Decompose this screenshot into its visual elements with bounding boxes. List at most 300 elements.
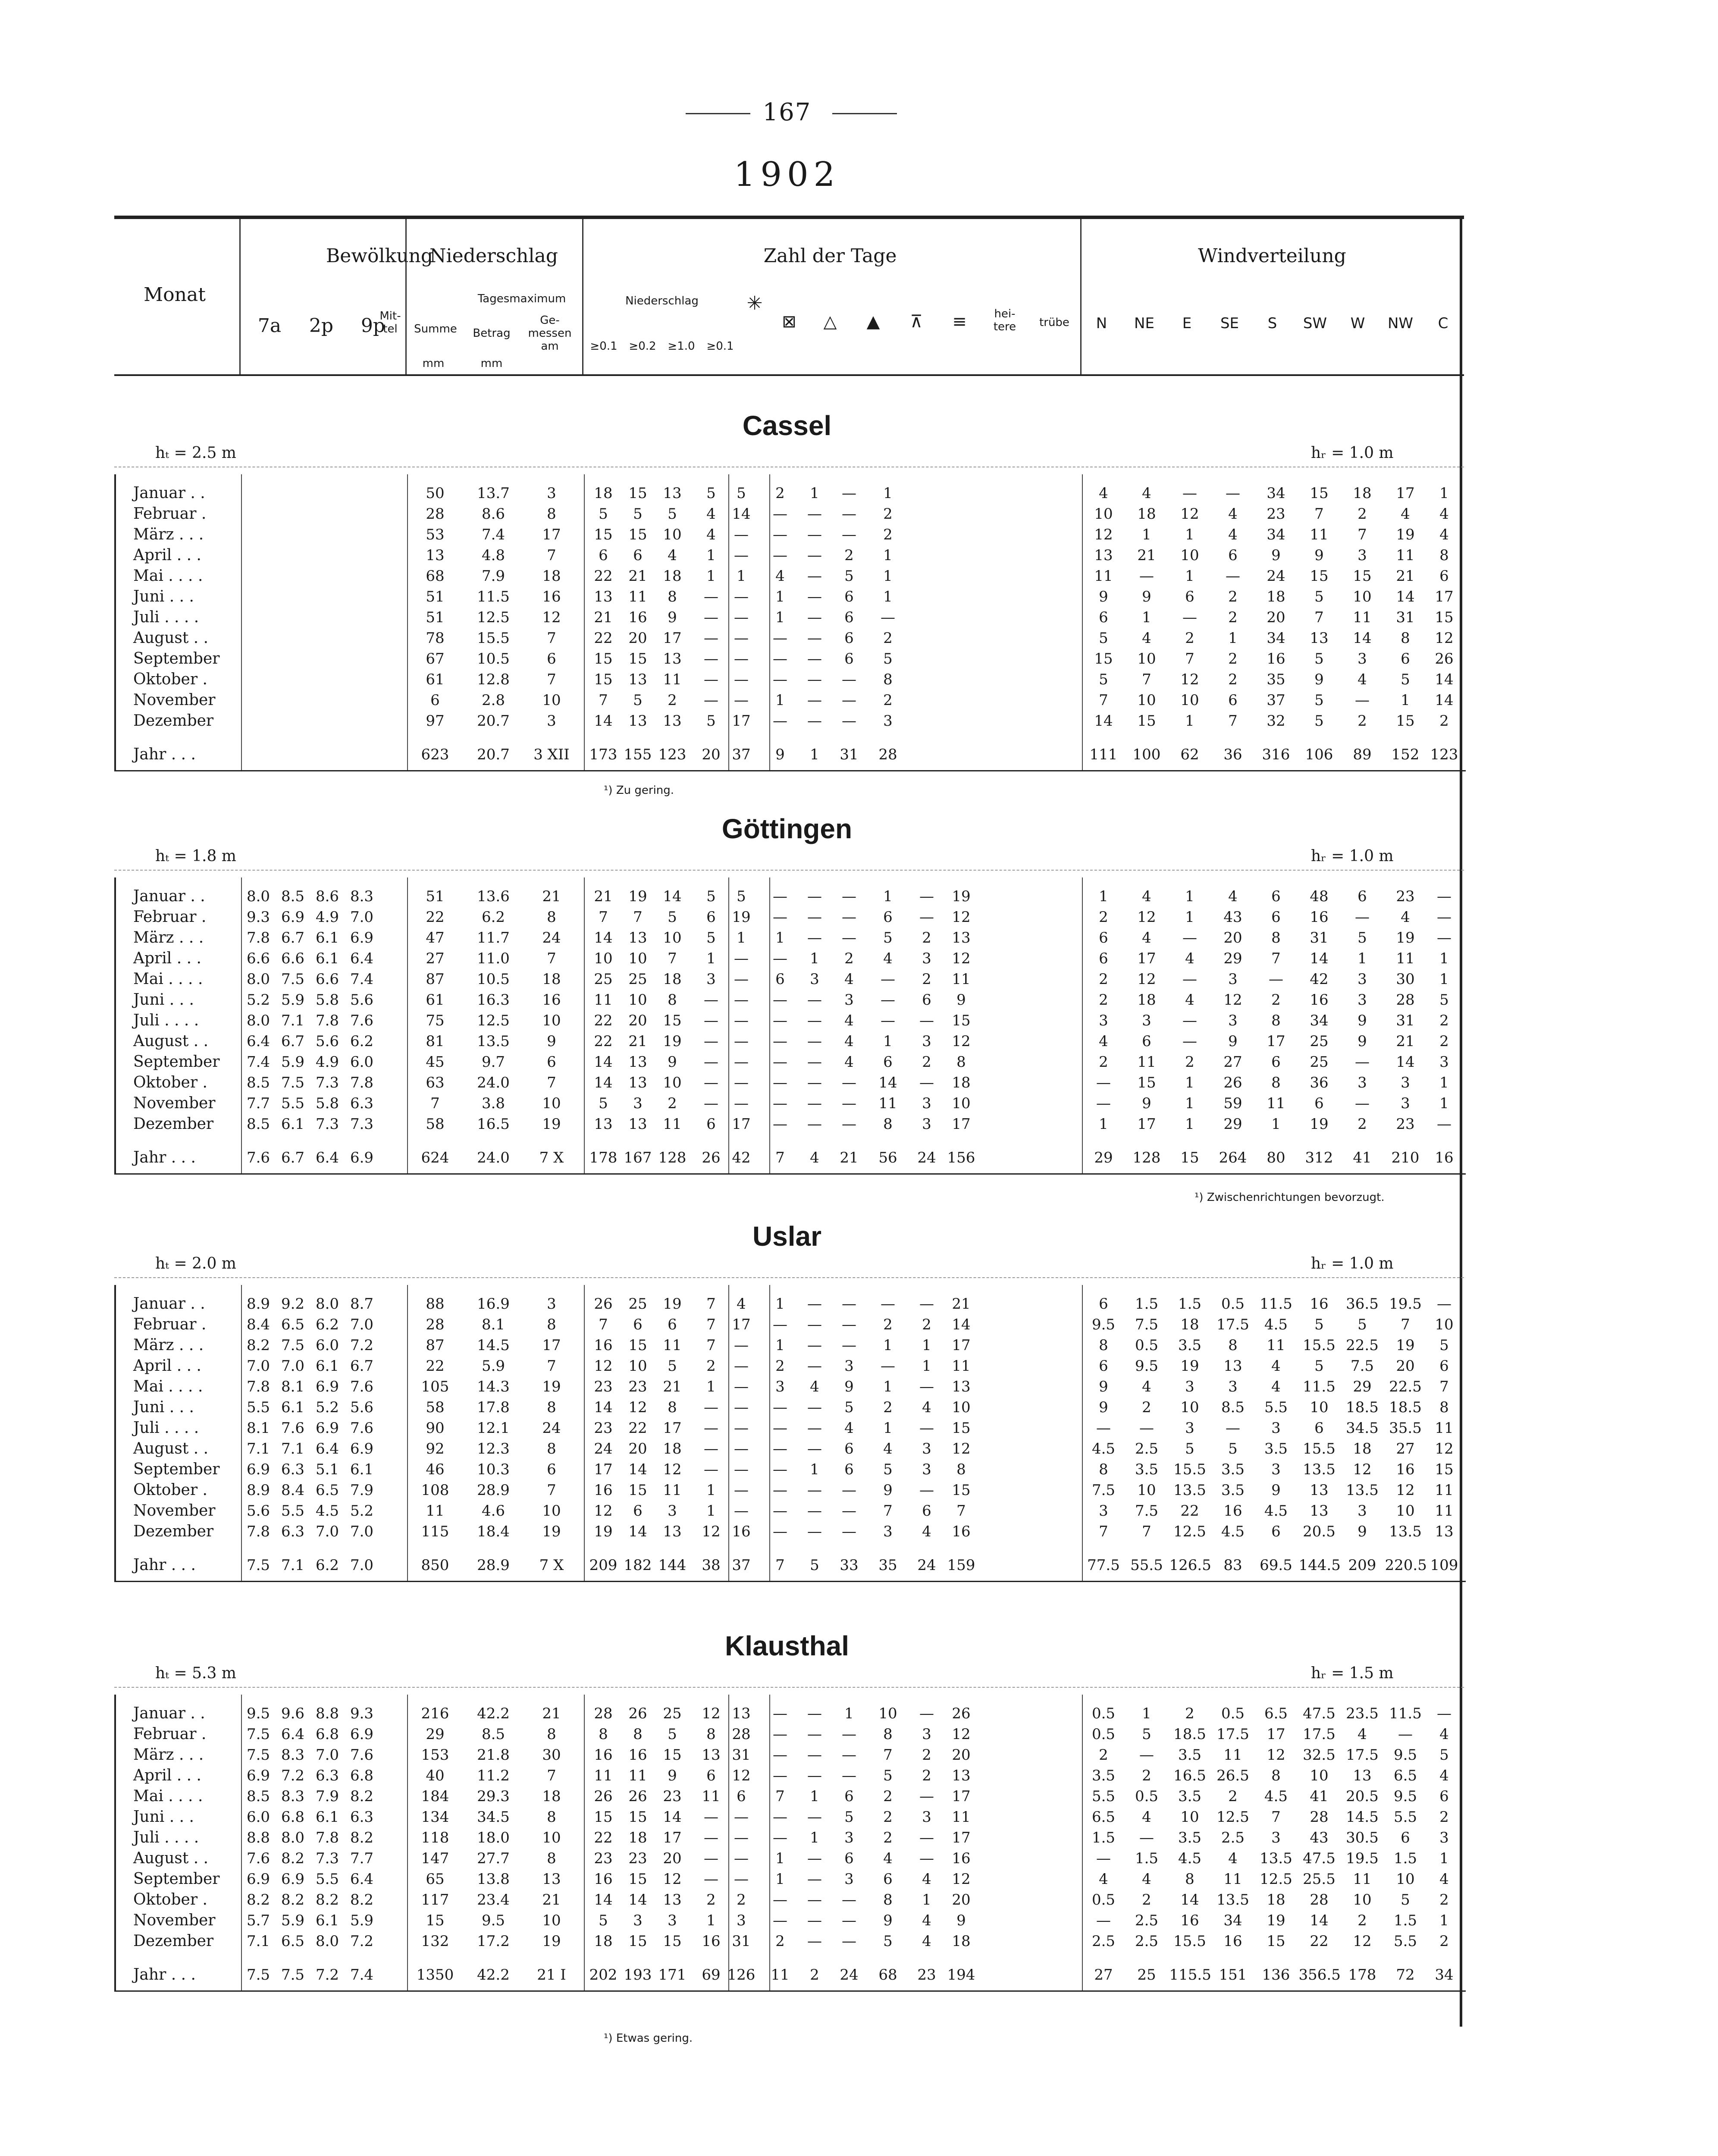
table-cell: — xyxy=(842,1891,856,1908)
table-cell: 6.2 xyxy=(481,909,505,926)
table-cell: — xyxy=(734,1337,749,1354)
table-cell: 11 xyxy=(1267,1337,1285,1354)
table-cell: 7.8 xyxy=(315,1012,339,1029)
table-cell: 10 xyxy=(1310,1399,1329,1416)
table-cell: — xyxy=(773,1523,787,1540)
hail-icon: ▲ xyxy=(866,312,880,332)
table-cell: 1 xyxy=(810,746,819,763)
table-cell: 8 xyxy=(1228,1337,1238,1354)
table-cell: — xyxy=(807,1440,822,1457)
table-cell: 16 xyxy=(594,1337,613,1354)
table-cell: 34 xyxy=(1223,1912,1242,1929)
table-cell: 13 xyxy=(542,1871,561,1888)
table-cell: 25.5 xyxy=(1303,1871,1336,1888)
table-cell: 7.1 xyxy=(246,1933,270,1950)
table-cell: 8 xyxy=(633,1726,643,1743)
footnote: ¹) Zwischenrichtungen bevorzugt. xyxy=(1194,1191,1385,1204)
table-cell: 21 xyxy=(594,609,613,626)
station-title-klausthal: Klausthal xyxy=(724,1630,850,1661)
table-cell: 21 xyxy=(952,1295,971,1313)
table-cell: 11.0 xyxy=(477,950,510,967)
table-cell: 13 xyxy=(952,1378,971,1395)
table-cell: 6 xyxy=(844,1440,854,1457)
table-cell: 3.5 xyxy=(1178,1337,1202,1354)
table-cell: — xyxy=(773,1399,787,1416)
header-b-7a: 7a xyxy=(257,315,282,337)
table-cell: — xyxy=(773,505,787,523)
table-cell: 7.9 xyxy=(350,1482,374,1499)
table-cell: 1 xyxy=(706,1482,716,1499)
table-cell: 10 xyxy=(594,950,613,967)
table-cell: 13 xyxy=(628,1053,647,1071)
table-cell: 2 xyxy=(1357,712,1367,730)
table-cell: 5 xyxy=(1439,991,1449,1009)
table-cell: — xyxy=(807,650,822,667)
table-cell: 19.5 xyxy=(1346,1850,1379,1867)
table-cell: 15 xyxy=(1396,712,1415,730)
table-cell: 12 xyxy=(952,909,971,926)
month-label: Dezember xyxy=(133,1115,214,1133)
table-cell: — xyxy=(734,1808,749,1826)
table-cell: 128 xyxy=(658,1149,687,1166)
table-cell: 2 xyxy=(1099,909,1108,926)
table-cell: — xyxy=(842,1482,856,1499)
table-cell: 14 xyxy=(663,1808,682,1826)
table-cell: 16.9 xyxy=(477,1295,510,1313)
table-cell: 6 xyxy=(1185,588,1194,605)
table-cell: 11 xyxy=(594,1767,613,1784)
table-cell: — xyxy=(1096,1074,1111,1091)
table-cell: 6.1 xyxy=(281,1116,305,1133)
table-cell: — xyxy=(734,1033,749,1050)
table-cell: 15 xyxy=(628,485,647,502)
table-cell: 14 xyxy=(594,1074,613,1091)
table-cell: 6.2 xyxy=(315,1557,339,1574)
table-cell: 6 xyxy=(844,609,854,626)
header-niederschlag-sub: Niederschlag xyxy=(625,295,699,307)
table-cell: 9 xyxy=(1099,588,1108,605)
month-label: September xyxy=(133,1053,220,1071)
table-cell: 1 xyxy=(883,1420,893,1437)
table-cell: 4 xyxy=(844,1420,854,1437)
table-cell: — xyxy=(842,1316,856,1333)
table-cell: 20 xyxy=(628,1012,647,1029)
table-cell: — xyxy=(734,1850,749,1867)
table-cell: 6.5 xyxy=(1393,1767,1417,1784)
table-cell: 7.5 xyxy=(1135,1316,1159,1333)
table-cell: 13 xyxy=(1310,630,1329,647)
month-label: November xyxy=(133,1094,216,1112)
table-row xyxy=(116,1356,1466,1376)
table-cell: 5 xyxy=(844,1808,854,1826)
table-cell: 18.0 xyxy=(477,1829,510,1846)
table-cell: 3.8 xyxy=(481,1095,505,1112)
table-cell: 12 xyxy=(594,1357,613,1375)
header-b-2p: 2p xyxy=(309,315,334,337)
table-cell: 34.5 xyxy=(477,1808,510,1826)
table-cell: 4 xyxy=(1439,1767,1449,1784)
table-cell: 193 xyxy=(624,1966,652,1984)
table-cell: 7 X xyxy=(539,1557,564,1574)
table-cell: — xyxy=(704,630,718,647)
table-cell: 5.2 xyxy=(350,1502,374,1520)
month-label: Dezember xyxy=(133,712,214,730)
table-cell: 7.5 xyxy=(281,1074,305,1091)
table-cell: 5 xyxy=(1439,1337,1449,1354)
table-cell: 17 xyxy=(663,1420,682,1437)
table-cell: 41 xyxy=(1310,1788,1329,1805)
table-cell: 16 xyxy=(594,1482,613,1499)
table-cell: 2 xyxy=(668,692,677,709)
table-cell: 8.7 xyxy=(350,1295,374,1313)
table-cell: 10 xyxy=(1180,547,1199,564)
table-cell: 9.3 xyxy=(350,1705,374,1722)
table-cell: 6.3 xyxy=(315,1767,339,1784)
table-cell: 6 xyxy=(430,692,440,709)
table-cell: 10 xyxy=(1353,588,1372,605)
table-cell: — xyxy=(704,1399,718,1416)
table-cell: 10 xyxy=(542,692,561,709)
table-cell: 6.4 xyxy=(281,1726,305,1743)
table-cell: 8.0 xyxy=(246,971,270,988)
table-cell: 25 xyxy=(594,971,613,988)
table-cell: 13.5 xyxy=(1389,1523,1422,1540)
table-cell: 6.3 xyxy=(350,1095,374,1112)
table-cell: 31 xyxy=(732,1746,751,1764)
table-cell: 4 xyxy=(706,505,716,523)
table-cell: 5.9 xyxy=(481,1357,505,1375)
table-cell: 81 xyxy=(426,1033,445,1050)
table-cell: 26 xyxy=(594,1295,613,1313)
table-cell: 178 xyxy=(1348,1966,1376,1984)
table-cell: 3 xyxy=(922,1033,931,1050)
table-cell: 17 xyxy=(594,1461,613,1478)
table-header xyxy=(114,216,1464,376)
table-cell: 92 xyxy=(426,1440,445,1457)
table-cell: 14 xyxy=(594,712,613,730)
header-threshold-4: ≥0.1 xyxy=(706,340,734,353)
table-cell: 3 xyxy=(922,1440,931,1457)
table-cell: 111 xyxy=(1089,746,1118,763)
header-betrag: Betrag xyxy=(473,327,511,340)
table-cell: 23.5 xyxy=(1346,1705,1379,1722)
table-cell: — xyxy=(773,630,787,647)
table-cell: 18 xyxy=(1137,991,1156,1009)
table-cell: 7 xyxy=(1271,1808,1281,1826)
table-cell: — xyxy=(1182,929,1197,946)
table-cell: 13.5 xyxy=(477,1033,510,1050)
table-cell: 4.9 xyxy=(315,1053,339,1071)
table-cell: 2.5 xyxy=(1135,1912,1159,1929)
table-cell: 38 xyxy=(702,1557,721,1574)
table-cell: 5 xyxy=(1401,671,1410,688)
table-cell: 1 xyxy=(775,609,785,626)
page-number-dash-right xyxy=(832,113,897,114)
table-cell: 5.5 xyxy=(246,1399,270,1416)
header-b-mittel: Mit- tel xyxy=(379,310,401,335)
table-cell: 1 xyxy=(1185,526,1194,543)
table-cell: — xyxy=(734,1378,749,1395)
table-cell: 6 xyxy=(1099,609,1108,626)
table-cell: — xyxy=(881,1295,895,1313)
table-cell: 8.4 xyxy=(281,1482,305,1499)
table-cell: 12 xyxy=(1353,1461,1372,1478)
table-cell: 6.7 xyxy=(281,929,305,946)
station-ht: hₜ = 5.3 m xyxy=(155,1664,236,1682)
table-cell: 6.5 xyxy=(1091,1808,1116,1826)
table-cell: — xyxy=(807,1482,822,1499)
table-cell: 22 xyxy=(594,1012,613,1029)
table-cell: 12.1 xyxy=(477,1420,510,1437)
table-cell: — xyxy=(773,1502,787,1520)
table-cell: 13 xyxy=(663,1523,682,1540)
table-cell: 36.5 xyxy=(1346,1295,1379,1313)
table-cell: 6.7 xyxy=(350,1357,374,1375)
table-cell: 12 xyxy=(1353,1933,1372,1950)
table-cell: 0.5 xyxy=(1091,1726,1116,1743)
table-cell: 8 xyxy=(668,991,677,1009)
table-cell: 28 xyxy=(426,505,445,523)
table-cell: 15 xyxy=(628,1933,647,1950)
table-row xyxy=(116,607,1466,628)
table-cell: 30 xyxy=(542,1746,561,1764)
table-cell: 5 xyxy=(737,888,746,905)
table-cell: — xyxy=(842,1912,856,1929)
table-cell: 5 xyxy=(883,1767,893,1784)
table-cell: 6 xyxy=(1439,1357,1449,1375)
table-cell: 23 xyxy=(1396,888,1415,905)
table-cell: 2 xyxy=(922,929,931,946)
table-cell: — xyxy=(1096,1095,1111,1112)
table-cell: 6 xyxy=(633,1502,643,1520)
table-cell: 202 xyxy=(589,1966,618,1984)
table-cell: — xyxy=(842,1074,856,1091)
year-total-row xyxy=(116,1147,1466,1168)
table-row xyxy=(116,1397,1466,1418)
table-cell: — xyxy=(704,650,718,667)
table-cell: 18 xyxy=(952,1074,971,1091)
table-cell: 1 xyxy=(1439,950,1449,967)
table-cell: 13 xyxy=(594,1116,613,1133)
table-cell: — xyxy=(773,1705,787,1722)
table-cell: 18 xyxy=(1180,1316,1199,1333)
table-cell: 27 xyxy=(1223,1053,1242,1071)
table-cell: 19 xyxy=(1396,1337,1415,1354)
table-cell: 115.5 xyxy=(1169,1966,1211,1984)
table-cell: 13 xyxy=(426,547,445,564)
table-cell: 1 xyxy=(1185,888,1194,905)
dashed-separator xyxy=(114,1277,1464,1278)
table-cell: 14 xyxy=(1094,712,1113,730)
table-cell: 10 xyxy=(878,1705,897,1722)
table-cell: 11 xyxy=(628,588,647,605)
table-cell: 23 xyxy=(1396,1116,1415,1133)
table-cell: 9.5 xyxy=(1393,1746,1417,1764)
table-cell: 9 xyxy=(1099,1399,1108,1416)
table-cell: 7 xyxy=(1314,505,1324,523)
table-cell: 126 xyxy=(727,1966,756,1984)
table-cell: 8.9 xyxy=(246,1295,270,1313)
table-cell: 55.5 xyxy=(1130,1557,1163,1574)
table-cell: 5.1 xyxy=(315,1461,339,1478)
table-cell: 8.6 xyxy=(315,888,339,905)
table-cell: 80 xyxy=(1267,1149,1285,1166)
table-cell: 11.5 xyxy=(1303,1378,1336,1395)
table-cell: 312 xyxy=(1305,1149,1333,1166)
table-cell: 6 xyxy=(1228,547,1238,564)
table-cell: 8.3 xyxy=(281,1788,305,1805)
table-cell: 19 xyxy=(542,1378,561,1395)
table-row xyxy=(116,1848,1466,1869)
table-row xyxy=(116,1294,1466,1314)
table-cell: 13 xyxy=(732,1705,751,1722)
table-cell: 7.1 xyxy=(281,1440,305,1457)
table-cell: 3 xyxy=(737,1912,746,1929)
table-cell: 15 xyxy=(1310,485,1329,502)
table-cell: 12.5 xyxy=(1173,1523,1206,1540)
header-niederschlag: Niederschlag xyxy=(430,245,558,267)
table-cell: 14.3 xyxy=(477,1378,510,1395)
table-cell: 4 xyxy=(1099,1871,1108,1888)
table-cell: 2 xyxy=(922,1316,931,1333)
table-cell: 16 xyxy=(952,1850,971,1867)
table-cell: 12 xyxy=(952,1726,971,1743)
table-cell: 10 xyxy=(1396,1871,1415,1888)
table-cell: 16 xyxy=(628,1746,647,1764)
table-row xyxy=(116,1827,1466,1848)
table-cell: 1 xyxy=(1228,630,1238,647)
table-cell: — xyxy=(1355,1053,1370,1071)
table-cell: 14 xyxy=(1396,1053,1415,1071)
table-cell: — xyxy=(919,1074,934,1091)
table-cell: 2 xyxy=(883,692,893,709)
table-cell: — xyxy=(704,671,718,688)
table-cell: 50 xyxy=(426,485,445,502)
table-row xyxy=(116,1114,1466,1134)
table-cell: 5.9 xyxy=(281,991,305,1009)
table-row xyxy=(116,1890,1466,1910)
table-cell: — xyxy=(807,609,822,626)
table-cell: 10 xyxy=(663,1074,682,1091)
table-cell: 87 xyxy=(426,1337,445,1354)
table-cell: 7 xyxy=(599,692,608,709)
table-cell: 29 xyxy=(426,1726,445,1743)
table-cell: 12 xyxy=(663,1461,682,1478)
table-cell: 26.5 xyxy=(1216,1767,1249,1784)
table-cell: 7.0 xyxy=(350,909,374,926)
station-title-goettingen: Göttingen xyxy=(721,813,853,844)
table-cell: 7.8 xyxy=(246,1523,270,1540)
table-cell: — xyxy=(734,630,749,647)
table-cell: 9 xyxy=(775,746,785,763)
table-cell: 16 xyxy=(702,1933,721,1950)
table-cell: 1 xyxy=(706,1502,716,1520)
table-cell: 11 xyxy=(771,1966,790,1984)
table-cell: 6.9 xyxy=(246,1767,270,1784)
table-cell: — xyxy=(807,1399,822,1416)
table-cell: 3 xyxy=(1271,1461,1281,1478)
table-cell: 11 xyxy=(594,991,613,1009)
table-cell: 8.3 xyxy=(281,1746,305,1764)
month-label: April . . . xyxy=(133,546,201,564)
table-cell: 8 xyxy=(883,1726,893,1743)
table-cell: — xyxy=(842,1746,856,1764)
table-cell: 16 xyxy=(1180,1912,1199,1929)
table-cell: 17 xyxy=(542,526,561,543)
table-cell: — xyxy=(704,1095,718,1112)
table-cell: 6.4 xyxy=(315,1149,339,1166)
table-cell: 37 xyxy=(732,1557,751,1574)
table-cell: 14 xyxy=(1396,588,1415,605)
table-cell: — xyxy=(807,1053,822,1071)
table-cell: 7.6 xyxy=(350,1746,374,1764)
table-cell: 11 xyxy=(1223,1746,1242,1764)
table-cell: 8.0 xyxy=(246,1012,270,1029)
table-cell: 5 xyxy=(1314,588,1324,605)
table-cell: 10 xyxy=(1094,505,1113,523)
table-cell: 6 xyxy=(737,1788,746,1805)
table-cell: 1 xyxy=(810,950,819,967)
table-cell: 13.5 xyxy=(1173,1482,1206,1499)
table-cell: 1 xyxy=(1439,1850,1449,1867)
table-cell: 6.0 xyxy=(350,1053,374,1071)
table-cell: 2 xyxy=(775,1933,785,1950)
table-cell: 58 xyxy=(426,1116,445,1133)
table-cell: 15 xyxy=(1435,609,1454,626)
table-cell: 5.6 xyxy=(350,991,374,1009)
table-cell: 9 xyxy=(668,1767,677,1784)
table-cell: 2 xyxy=(706,1357,716,1375)
table-cell: 5 xyxy=(706,888,716,905)
table-cell: 8 xyxy=(599,1726,608,1743)
table-cell: 20.5 xyxy=(1346,1788,1379,1805)
table-cell: — xyxy=(919,909,934,926)
month-label: Oktober . xyxy=(133,1074,207,1091)
table-cell: 8.0 xyxy=(246,888,270,905)
table-cell: 8.2 xyxy=(246,1891,270,1908)
table-cell: 1 xyxy=(1439,485,1449,502)
table-cell: — xyxy=(773,1767,787,1784)
table-cell: 4 xyxy=(922,1912,931,1929)
table-cell: 15 xyxy=(952,1482,971,1499)
table-cell: — xyxy=(704,692,718,709)
table-cell: 9 xyxy=(1357,1523,1367,1540)
table-cell: 2 xyxy=(1185,630,1194,647)
table-cell: 61 xyxy=(426,991,445,1009)
table-cell: 11 xyxy=(1310,526,1329,543)
table-cell: 19 xyxy=(952,888,971,905)
table-cell: 12.5 xyxy=(1260,1871,1292,1888)
table-cell: 14 xyxy=(594,929,613,946)
table-cell: 5 xyxy=(668,505,677,523)
table-cell: 18 xyxy=(1267,1891,1285,1908)
table-cell: 1 xyxy=(1142,1705,1151,1722)
fog-icon: ≡ xyxy=(952,312,967,332)
table-cell: 25 xyxy=(628,1295,647,1313)
table-cell: 7 xyxy=(547,671,556,688)
header-b-9p: 9p xyxy=(361,315,386,337)
table-cell: 8.0 xyxy=(315,1295,339,1313)
table-cell: 10 xyxy=(663,929,682,946)
table-cell: 3 xyxy=(922,1116,931,1133)
table-cell: 5 xyxy=(737,485,746,502)
month-label: Dezember xyxy=(133,1932,214,1950)
table-cell: 16 xyxy=(628,609,647,626)
month-label: November xyxy=(133,1502,216,1520)
table-cell: — xyxy=(773,1053,787,1071)
table-cell: 6.1 xyxy=(350,1461,374,1478)
table-cell: 7.6 xyxy=(350,1012,374,1029)
